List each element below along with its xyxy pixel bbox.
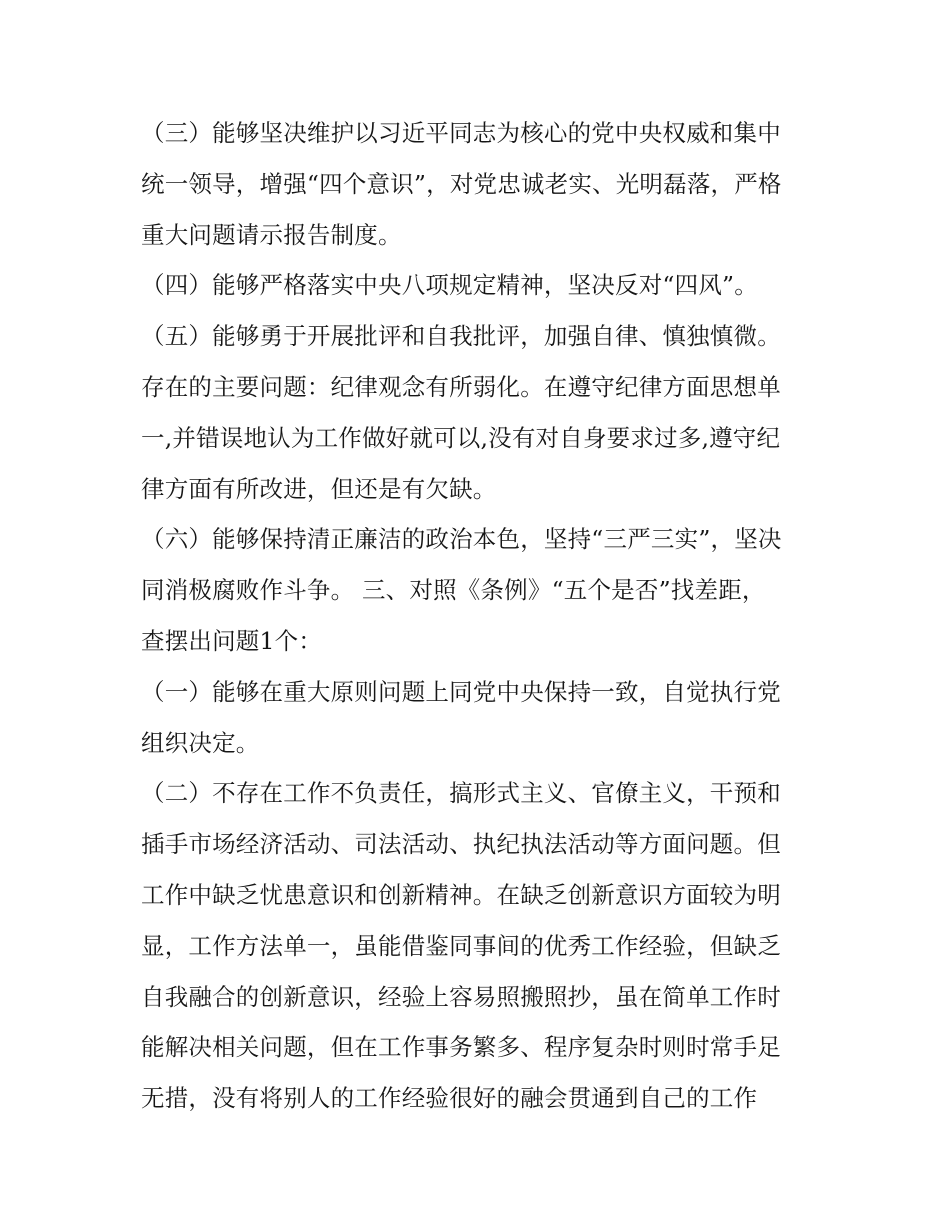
text-line: 重大问题请示报告制度。 (141, 220, 402, 249)
text-line: （三）能够坚决维护以习近平同志为核心的党中央权威和集中 (141, 119, 781, 147)
text-line: 同消极腐败作斗争。 三、对照《条例》“五个是否”找差距， (141, 576, 766, 605)
text-line: 无措，没有将别人的工作经验很好的融会贯通到自己的工作 (141, 1084, 758, 1113)
text-line: 插手市场经济活动、司法活动、执纪执法活动等方面问题。但 (141, 830, 781, 859)
text-line: 存在的主要问题：纪律观念有所弱化。在遵守纪律方面思想单 (141, 372, 781, 401)
text-line: （六）能够保持清正廉洁的政治本色，坚持“三严三实”，坚决 (141, 525, 782, 554)
text-line: 工作中缺乏忧患意识和创新精神。在缺乏创新意识方面较为明 (141, 880, 781, 909)
text-line: （二）不存在工作不负责任，搞形式主义、官僚主义，干预和 (141, 779, 781, 808)
document-body (141, 108, 821, 1124)
text-line: 律方面有所改进，但还是有欠缺。 (141, 474, 497, 503)
text-line: 一,并错误地认为工作做好就可以,没有对自身要求过多,遵守纪 (141, 423, 781, 452)
text-line: （四）能够严格落实中央八项规定精神，坚决反对“四风”。 (141, 271, 758, 300)
text-line: 自我融合的创新意识，经验上容易照搬照抄，虽在简单工作时 (141, 982, 781, 1011)
text-line: 统一领导，增强“四个意识”，对党忠诚老实、光明磊落，严格 (141, 169, 782, 198)
text-line: 能解决相关问题，但在工作事务繁多、程序复杂时则时常手足 (141, 1033, 781, 1062)
text-line: （五）能够勇于开展批评和自我批评，加强自律、慎独慎微。 (141, 322, 781, 351)
text-line: 显，工作方法单一，虽能借鉴同事间的优秀工作经验，但缺乏 (141, 931, 781, 960)
text-line: 组织决定。 (141, 728, 260, 757)
text-line: （一）能够在重大原则问题上同党中央保持一致，自觉执行党 (141, 677, 781, 706)
text-line: 查摆出问题1个： (141, 626, 323, 655)
